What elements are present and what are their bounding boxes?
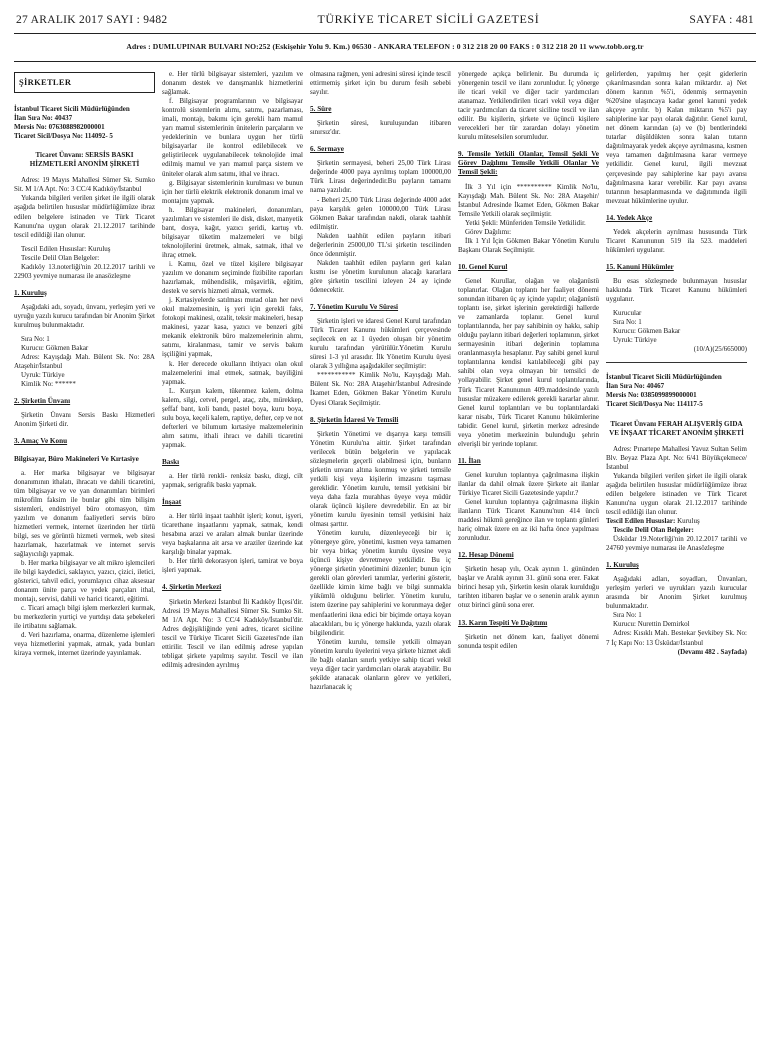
- paragraph: Şirketin net dönem karı, faaliyet dönemi sonunda tespit edilen: [458, 632, 599, 650]
- paragraph: a. Her marka bilgisayar ve bilgisayar donanımının ithalatı, ihracatı ve dahili ticaretini, tüm bilgisayar ve ve yan donanımları birimleri mikrofilm faksim ile bunlar gibi tüm bilişim sistemleri, endüstriyel büro otomasyon, tüm yazılım ve donanım faaliyetleri servis büro hizmetleri vermek, internet üzerinden her türlü bilgi, ses ve görüntü hizmeti vermek, web sitesi hazırlamak, hazırlatmak ve internet servis sağlayıcılığı yapmak.: [14, 468, 155, 558]
- section-heading: İnşaat: [162, 498, 182, 507]
- paragraph: k. Her derecede okulların ihtiyacı olan okul malzemelerini imal etmek, satmak, bayiliğini yapmak.: [162, 359, 303, 386]
- paragraph: a. Her türlü renkli- renksiz baskı, dizgi, cilt yapmak, serigrafik baskı yapmak.: [162, 472, 303, 490]
- tescil-label-text: Tescil Edilen Hususlar:: [606, 516, 676, 525]
- column-5: [606, 70, 747, 1055]
- page-number: SAYFA : 481: [689, 14, 754, 26]
- founder-line: Sıra No: 1: [613, 611, 642, 620]
- company-address: Adres: Pınartepe Mahallesi Yavuz Sultan Selim Blv. Beyaz Plaza Apt. No: 6/41 Büyükçekmece/İstanbul: [606, 444, 747, 471]
- paragraph: *********** Kimlik No'lu, Kayışdağı Mah. Bülent Sk. No: 28A Ataşehir/İstanbul Adresinde İkamet Eden, Gökmen Bakar Yönetim Kurulu Üyesi Olarak Seçilmiştir.: [310, 371, 451, 407]
- paragraph: i. Kamu, özel ve tüzel kişilere bilgisayar yazılım ve donanım seçiminde fizibilite raporları hazırlamak, mühendislik, müşavirlik, eğitim, destek ve servis hizmeti almak, vermek.: [162, 259, 303, 296]
- paragraph: Şirketin sermayesi, beheri 25,00 Türk Lirası değerinde 4000 paya ayrılmış toplam 100000,00 Türk Lirası değerindedir.Bu payların tamamı nama yazılıdır.: [310, 159, 451, 195]
- paragraph: Yönetim kurulu, temsile yetkili olmayan yönetim kurulu üyelerini veya şirkete hizmet akdi ile bağlı olanları sınırlı yetkiye sahip ticari vekil veya diğer tacir yardımcıları olarak atayabilir. Bu şekilde atanacak olanların görev ve yetkileri, hazırlanacak iç: [310, 637, 451, 691]
- paragraph: gelirlerden, yapılmış her çeşit giderlerin çıkarılmasından sonra kalan miktardır. a) Net dönem karının %5'i, ödenmiş sermayenin %20'sine ulaşıncaya kadar genel kanuni yedek akçeye ayrılır. b) Kalan miktarın %5'i pay sahiplerine kar payı olarak dağıtılır. Genel kurul, net dönem karından (a) ve (b) bentlerindeki tutarlar düşüldükten sonra kalan tutarın dağıtılmayarak yedek akçeye ayrılmasına, kısmen veya tamamen dağıtılmasına karar vermeye yetkilidir. Genel kurul, ilgili mevzuat çerçevesinde pay sahiplerine kar payı avansı dağıtılmasına karar verebilir. Kar payı avansı tutarının hesaplanmasında ve dağıtımında ilgili mevzuat hükümlerine uyulur.: [606, 70, 747, 205]
- tescil-label: [606, 517, 747, 526]
- section-heading: Baskı: [162, 457, 180, 466]
- column-1: [14, 70, 155, 1055]
- founder-line: Kimlik No: ******: [21, 380, 76, 389]
- section-heading: 15. Kanuni Hükümler: [606, 262, 674, 271]
- paragraph: b. Her marka bilgisayar ve alt mikro işlemcileri ile bilgi kaydedici, saklayıcı, yazıcı, çizici, iletici, gösterici, tahvil edici, yorumlayıcı cihaz aksesuar donanım ünite parça ve yedek parçaları ithal, montajı, servisi, dahili ve harici ticareti, eğitimi.: [14, 559, 155, 604]
- section-heading: 14. Yedek Akçe: [606, 213, 653, 222]
- registry-line: Mersis No: 0763088982000001: [14, 123, 105, 132]
- registry-line: İlan Sıra No: 40467: [606, 382, 665, 391]
- section-heading: 7. Yönetim Kurulu Ve Süresi: [310, 303, 399, 312]
- registry-line: İlan Sıra No: 40437: [14, 114, 73, 123]
- registry-line: Mersis No: 0385099899000001: [606, 391, 697, 400]
- company-address: Adres: 19 Mayıs Mahallesi Sümer Sk. Sumko Sit. M 1/A Apt. No: 3 CC/4 Kadıköy/İstanbul: [14, 176, 155, 194]
- founders-summary: [606, 309, 747, 345]
- paragraph: - Beheri 25,00 Türk Lirası değerinde 4000 adet paya karşılık gelen 100000,00 Türk Lirası Gökmen Bakar tarafından nakdi, olarak taahhüt edilmiştir.: [310, 195, 451, 231]
- paragraph: Görev Dağılımı:: [465, 227, 512, 236]
- registry-info: [14, 105, 155, 141]
- intro-text: Yukarıda bilgileri verilen şirket ile ilgili olarak aşağıda belirtilen hususlar müdürlüğümüze ibraz edilen belgelere istinaden ve Türk Ticaret Kanunu'na uygun olarak 21.12.2017 tarihinde tescil edildiği ilan olunur.: [14, 194, 155, 239]
- paragraph: Nakden taahhüt edilen payların geri kalan kısmı ise yönetim kurulunun alacağı kararlara göre şirketin tescilini izleyen 24 ay içinde ödenecektir.: [310, 258, 451, 294]
- paragraph: yönergede açıkça belirlenir. Bu durumda iç yönergenin tescil ve ilanı zorunludur. İç yönerge ile ticari vekil ve diğer tacir yardımcıları atanamaz. Yetkilendirilen ticari vekil veya diğer tacir yardımcıları da ticaret siciline tescil ve ilan edilir. Bu kişilerin, şirkete ve üçüncü kişilere verecekleri her tür zarardan dolayı yönetim kurulu müteselsilen sorumludur.: [458, 70, 599, 142]
- paragraph: olmasına rağmen, yeni adresini süresi içinde tescil ettirmemiş şirket için bu durum fesih sebebi sayılır.: [310, 70, 451, 97]
- intro-text: Yukarıda bilgileri verilen şirket ile ilgili olarak aşağıda belirtilen hususlar müdürlüğümüze ibraz edilen belgelere istinaden ve Türk Ticaret Kanunu'na uygun olarak 21.12.2017 tarihinde tescil edildiği ilan olunur.: [606, 471, 747, 516]
- sub-heading: Bilgisayar, Büro Makineleri Ve Kırtasiye: [14, 454, 139, 463]
- registry-line: İstanbul Ticaret Sicili Müdürlüğünden: [606, 373, 722, 382]
- registry-line: Ticaret Sicil/Dosya No: 114092- 5: [14, 132, 113, 141]
- paragraph: b. Her türlü dekorasyon işleri, tamirat ve boya işleri yapmak.: [162, 557, 303, 575]
- founder-line: Adres: Kısıklı Mah. Bestekar Şevkibey Sk. No: 7 İç Kapı No: 13 Üsküdar/İstanbul: [606, 629, 747, 647]
- founder-line: Sıra No: 1: [613, 318, 642, 327]
- paragraph: İlk 1 Yıl İçin Gökmen Bakar Yönetim Kurulu Başkanı Olarak Seçilmiştir.: [458, 236, 599, 254]
- continued-note: (Devamı 482 . Sayfada): [677, 647, 747, 656]
- section-heading: 5. Süre: [310, 105, 332, 114]
- founder-line: Kurucular: [613, 309, 642, 318]
- founder-line: Uyruk: Türkiye: [613, 336, 657, 345]
- section-heading: 10. Genel Kurul: [458, 262, 508, 271]
- paragraph: Şirketin süresi, kuruluşundan itibaren sınırsız'dır.: [310, 119, 451, 137]
- paragraph: a. Her türlü inşaat taahhüt işleri; konut, işyeri, ticarethane inşaatlarını yapmak, satmak, kendi hesabına arazi ve araları almak bunlar üzerinde veya başkalarına ait arsa ve araziler üzerinde kat karşılığı binalar yapmak.: [162, 512, 303, 557]
- registry-line: Ticaret Sicil/Dosya No: 114117-5: [606, 400, 703, 409]
- paragraph: Yönetim kurulu, düzenleyeceği bir iç yönergeye göre, yönetimi, kısmen veya tamamen bir veya birkaç yönetim kurulu üyesine veya üçüncü kişiye devretmeye yetkilidir. Bu iç yönerge şirketin yönetimini düzenler; bunun için gerekli olan görevleri tanımlar, yerlerini gösterir, özellikle kimin kime bağlı ve bilgi sunmakla yükümlü olduğunu belirler. Yönetim kurulu, istem üzerine pay sahiplerini ve korunmaya değer menfaatlerini ikna edici bir biçimde ortaya koyan alacaklıları, bu iç yönerge hakkında, yazılı olarak bilgilendirir.: [310, 529, 451, 637]
- paragraph: Şirketin hesap yılı, Ocak ayının 1. gününden başlar ve Aralık ayının 31. günü sona erer. Fakat birinci hesap yılı, Şirketin kesin olarak kurulduğu tarihten itibaren başlar ve o senenin aralık ayının otuz birinci günü sona erer.: [458, 565, 599, 610]
- column-2: [162, 70, 303, 1055]
- paragraph: Genel kurulun toplantıya çağrılmasına ilişkin ilanlar da dahil olmak üzere Şirkete ait ilanlar Türkiye Ticaret Sicili Gazetesinde yapılır.?: [458, 470, 599, 497]
- column-3: [310, 70, 451, 1055]
- company-title: Ticaret Ünvanı: SERSİS BASKI HİZMETLERİ ANONİM ŞİRKETİ: [29, 151, 140, 169]
- tescil-delil: Tescile Delil Olan Belgeler:: [613, 526, 694, 535]
- registry-line: İstanbul Ticaret Sicili Müdürlüğünden: [14, 105, 130, 114]
- paragraph: Genel Kurullar, olağan ve olağanüstü toplanırlar. Olağan toplantı her faaliyet dönemi sonundan itibaren üç ay içinde yapılır; olağanüstü toplantı ise, şirket işlerinin gerektirdiği hallerde ve zamanlarda toplanır. Genel kurul toplantılarında, her pay sahibinin oy hakkı, sahip olduğu payların itibari değerleri toplamının, şirket sermayesinin itibari değerinin toplamına oranlanmasıyla hesaplanır. Pay sahibi genel kurul toplantılarına kendisi katılabileceği gibi pay sahibi olan veya olmayan bir temsilci de yollayabilir. Şirket genel kurul toplantılarında, Türk Ticaret Kanununun 409.maddesinde yazılı hususlar müzakere edilerek gerekli kararlar alınır. Genel kurul toplantıları ve bu toplantılardaki karar nisabı, Türk Ticaret Kanunu hükümlerine tabidir. Genel kurul, şirketin merkez adresinde veya yönetim merkezinin bulunduğu şehrin elverişli bir yerinde toplanır.: [458, 276, 599, 448]
- section-heading: 2. Şirketin Ünvanı: [14, 397, 71, 406]
- section-text: Şirketin Ünvanı Sersis Baskı Hizmetleri Anonim Şirketi dir.: [14, 411, 155, 429]
- section-box-title: ŞİRKETLER: [14, 72, 155, 93]
- paragraph: e. Her türlü bilgisayar sistemleri, yazılım ve donanım destek ve danışmanlık hizmetlerini sağlamak.: [162, 70, 303, 97]
- paragraph: f. Bilgisayar programlarının ve bilgisayar kontrolü sistemlerin alımı, satımı, pazarlaması, imali, montajı, bakımı için gerekli ham mamul yarı mamul sistemlerinin ünitelerin parçaların ve yedeklerinin ve bunlara uygun her türlü bilgisayarlar ile kontrol edilebilecek ve geliştirilecek uygulanabilecek teknolojide imal edilmiş mamul ve yarı mamul parça sistem ve üniteler olarak alım satımı, ithal ve ihracı.: [162, 97, 303, 178]
- paragraph: h. Bilgisayar makineleri, donanımları, yazılımları ve sistemleri ile disk, disket, manyetik bant, dosya, kağıt, yazıcı şeridi, kartuş vb. bilgisayar tüketim malzemeleri ve bilgi teknolojilerini üretmek, almak, satmak, ithal ve ihraç etmek.: [162, 205, 303, 259]
- gazette-title: TÜRKİYE TİCARET SİCİLİ GAZETESİ: [317, 12, 540, 26]
- column-4: [458, 70, 599, 1055]
- founder-line: Adres: Kayışdağı Mah. Bülent Sk. No: 28A Ataşehir/İstanbul: [14, 353, 155, 371]
- section-heading: 1. Kuruluş: [606, 561, 639, 570]
- issue-date: 27 ARALIK 2017 SAYI : 9482: [16, 14, 168, 26]
- paragraph: Şirketin işleri ve idaresi Genel Kurul tarafından Türk Ticaret Kanunu hükümleri çerçevesinde seçilecek en az 1 üyeden oluşan bir yönetim kurulu tarafından yürütülür.Yönetim Kurulu süresi 1-3 yıl arasıdır. İlk Yönetim Kurulu üyesi olarak 3 yıllığına aşağıdakiler seçilmiştir:: [310, 317, 451, 371]
- tescil-value: Kuruluş: [677, 516, 700, 525]
- paragraph: Nakden taahhüt edilen payların itibari değerlerinin 25000,00 TL'si şirketin tescilinden önce ödenmiştir.: [310, 231, 451, 258]
- address-line: Adres : DUMLUPINAR BULVARI NO:252 (Eskişehir Yolu 9. Km.) 06530 - ANKARA TELEFON : 0 312 218 20 00 FAKS : 0 312 218 20 11 www.tobb.org.tr: [126, 42, 644, 51]
- founder-line: Uyruk: Türkiye: [21, 371, 65, 380]
- paragraph: İlk 3 Yıl için ********** Kimlik No'lu, Kayışdağı Mah. Bülent Sk. No: 28A Ataşehir/İstanbul Adresinde İkamet Eden, Gökmen Bakar Temsile Yetkili olarak seçilmiştir.: [458, 182, 599, 218]
- divider: [606, 362, 747, 363]
- paragraph: Şirketin Yönetimi ve dışarıya karşı temsili Yönetim Kurulu'na aittir. Şirket tarafından verilecek bütün belgelerin ve yapılacak sözleşmelerin geçerli olabilmesi için, bunların şirketin unvanı altına konmuş ve şirketi temsile yetkili kişi veya kişilerin imzasını taşıması gereklidir. Yönetim kurulu, temsil yetkisini bir veya daha fazla murahhas üyeye veya müdür olarak üçüncü kişilere devredebilir. En az bir yönetim kurulu üyesinin temsil yetkisini haiz olması şarttır.: [310, 429, 451, 529]
- section-heading: 9. Temsile Yetkili Olanlar, Temsil Şekli Ve Görev Dağılımı Temsile Yetkili Olanlar Ve Temsil Şekli:: [458, 150, 599, 177]
- paragraph: Aşağıdaki adları, soyadları, Ünvanları, yerleşim yerleri ve uyrukları yazılı kurucular arasında bir Anonim Şirket kurulmuş bulunmaktadır.: [606, 575, 747, 611]
- section-heading: 8. Şirketin İdaresi Ve Temsili: [310, 415, 399, 424]
- columns: [14, 70, 756, 1055]
- registry-info: [606, 373, 747, 409]
- section-heading: 4. Şirketin Merkezi: [162, 583, 222, 592]
- ilan-reference: (10/A)(25/665000): [693, 345, 747, 354]
- founder-line: Kurucu: Nurettin Demirkol: [613, 620, 690, 629]
- tescil-line: Tescil Edilen Hususlar: Kuruluş: [21, 244, 111, 253]
- founder-line: Sıra No: 1: [21, 335, 50, 344]
- section-heading: 13. Karın Tespiti Ve Dağıtımı: [458, 618, 548, 627]
- tescil-line: Tescile Delil Olan Belgeler:: [21, 253, 100, 262]
- tescil-doc: Üsküdar 19.Noterliği'nin 20.12.2017 tarihli ve 24760 yevmiye numarası ile Anasözleşme: [606, 535, 747, 553]
- tescil-info: [14, 245, 155, 281]
- paragraph: Bu esas sözleşmede bulunmayan hususlar hakkında Türk Ticaret Kanunu hükümleri uygulanır.: [606, 276, 747, 304]
- address-rule: [14, 61, 756, 62]
- section-heading: 6. Sermaye: [310, 145, 344, 154]
- paragraph: Şirketin Merkezi İstanbul İli Kadıköy İlçesi'dir. Adresi 19 Mayıs Mahallesi Sümer Sk. Sumko Sit. M 1/A Apt. No: 3 CC/4 Kadıköy/İstanbul'dir. Adres değişikliğinde yeni adres, ticaret siciline tescil ve Türkiye Ticaret Sicili Gazetesi'nde ilan ettirilir. Tescil ve ilan edilmiş adrese yapılan tebligat şirkete yapılmış sayılır. Tescil ve ilan edilmiş adresinden ayrılmış: [162, 597, 303, 669]
- paragraph: Genel kurulun toplantıya çağrılmasına ilişkin ilanların Türk Ticaret Kanunu'nun 414 üncü maddesi hükmü gereğince ilan ve toplantı günleri hariç olmak üzere en az iki hafta önce yapılması zorunludur.: [458, 498, 599, 543]
- paragraph: c. Ticari amaçlı bilgi işlem merkezleri kurmak, bu merkezlerin yurtiçi ve yurtdışı data şebekeleri ile irtibatını sağlamak.: [14, 604, 155, 631]
- section-heading: 3. Amaç Ve Konu: [14, 437, 68, 446]
- tescil-line: Kadıköy 13.noterliği'nin 20.12.2017 tarihli ve 22903 yevmiye numarası ile anasözleşme: [14, 262, 155, 280]
- paragraph: Yedek akçelerin ayrılması hususunda Türk Ticaret Kanununun 519 ila 523. maddeleri hükümleri uygulanır.: [606, 227, 747, 254]
- section-heading: 11. İlan: [458, 456, 481, 465]
- founder-line: Kurucu: Gökmen Bakar: [613, 327, 681, 336]
- paragraph: L. Kurşun kalem, tükenmez kalem, dolma kalem, silgi, cetvel, pergel, ataç, zıbı, mürekkep, şeffaf bant, koli bandı, pastel boya, kuru boya, sulu boya, keçeli kalem, raptiye, defter, cep ve not defterleri ve bilumum kırtasiye malzemelerinin alım satımı, ithali ihracı ve dahili ticaretini yapmak.: [162, 386, 303, 449]
- section-heading: 1. Kuruluş: [14, 288, 47, 297]
- paragraph: j. Kırtasiyelerde satılması mutad olan her nevi okul malzemesinin, iş yeri için gerekli faks, fotokopi makinesi, ozalit, teksir makineleri, hesap makinesi, yazar kasa, yazıcı ve benzeri gibi mekanik elektronik büro malzemelerinin alımı, satımı, kiralanması, tamir ve servis bakım işçiliğini yapmak,: [162, 296, 303, 359]
- paragraph: Yetki Şekli: Münferiden Temsile Yetkilidir.: [465, 218, 586, 227]
- company-title: Ticaret Ünvanı FERAH ALIŞVERİŞ GIDA VE İNŞAAT TİCARET ANONİM ŞİRKETİ: [609, 419, 744, 437]
- founder-line: Kurucu: Gökmen Bakar: [21, 344, 89, 353]
- section-heading: 12. Hesap Dönemi: [458, 551, 514, 560]
- paragraph: d. Veri hazırlama, onarma, düzenleme işlemleri veya hizmetlerini yapmak, atmak, yada bunları kiraya vermek, internet üzerinde yayınlamak.: [14, 631, 155, 658]
- founder-list: [14, 335, 155, 389]
- section-text: Aşağıdaki adı, soyadı, ünvanı, yerleşim yeri ve uyruğu yazılı kurucu tarafından bir Anonim Şirket kurulmuş bulunmaktadır.: [14, 302, 155, 329]
- page-header: [14, 10, 756, 27]
- paragraph: g. Bilgisayar sistemlerinin kurulması ve bunun için her türlü elektrik elektronik donanım imal ve montajını yapmak.: [162, 178, 303, 205]
